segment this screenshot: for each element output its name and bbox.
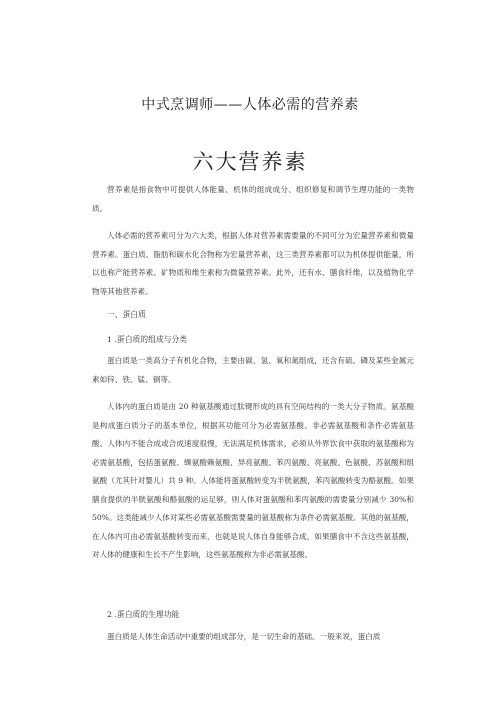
protein-heading: 一、蛋白质 [107,310,146,319]
function-paragraph: 蛋白质是人体生命活动中重要的组成部分，是一切生命的基础。一般来说，蛋白质 [107,632,381,641]
protein-sub2-heading: 2 .蛋白质的生理功能 [107,610,180,619]
protein-sub1-heading: 1 .蛋白质的组成与分类 [107,335,188,344]
amino-acid-paragraph: 人体内的蛋白质是由 20 种氨基酸通过肽键形成的具有空间结构的一类大分子物质。氨基酸是构成蛋白质分子的基本单位，根据其功能可分为必需氨基酸、非必需氨基酸和条件必需氨基酸。人体内不能合成或合成速度很慢，无法满足机体需求，必须从外界饮食中获取的氨基酸称为必需氨基酸，包括蛋氨酸、缬氨酸赖氨酸、异亮氨酸、苯丙氨酸、亮氨酸、色氨酸、苏氨酸和组氨酸（尤其针对婴儿）共 9 种。人体能将蛋氨酸转变为半胱氨酸，苯丙氨酸转变为酪氨酸。如果膳食提供的半胱氨酸和酪氨酸的运足够，则人体对蛋氨酸和苯丙氨酸的需要量分别减少 30%和 50%。这类能减少人体对某些必需氨基酸需要量的氨基酸称为条件必需氨基酸。其他的氨基酸，在人体内可由必需氨基酸转变而来，也就是说人体自身能够合成，如果膳食中不含这些氨基酸，对人体的健康和生长不产生影响，这些氨基酸称为非必需氨基酸。 [92,402,414,559]
classification-paragraph: 人体必需的营养素可分为六大类，根据人体对营养素需要量的不同可分为宏量营养素和微量营养素。蛋白质、脂肪和碳水化合物称为宏量营养素，这三类营养素都可以为机体提供能量，所以也称产能营养素。矿物质和维生素称为微量营养素。此外，还有水、膳食纤维，以及植物化学物等其他营养素。 [92,231,414,296]
protein-composition-paragraph: 蛋白质是一类高分子有机化合物，主要由碳、氢、氧和氮组成，还含有硫、磷及某些金属元素如锌、铁、锰、铜等。 [92,356,414,384]
section-title: 六大营养素 [192,150,308,174]
document-title: 中式烹调师——人体必需的营养素 [141,97,359,113]
intro-paragraph: 营养素是指食物中可提供人体能量、机体的组成成分、组织修复和调节生理功能的一类物质。 [92,185,414,213]
